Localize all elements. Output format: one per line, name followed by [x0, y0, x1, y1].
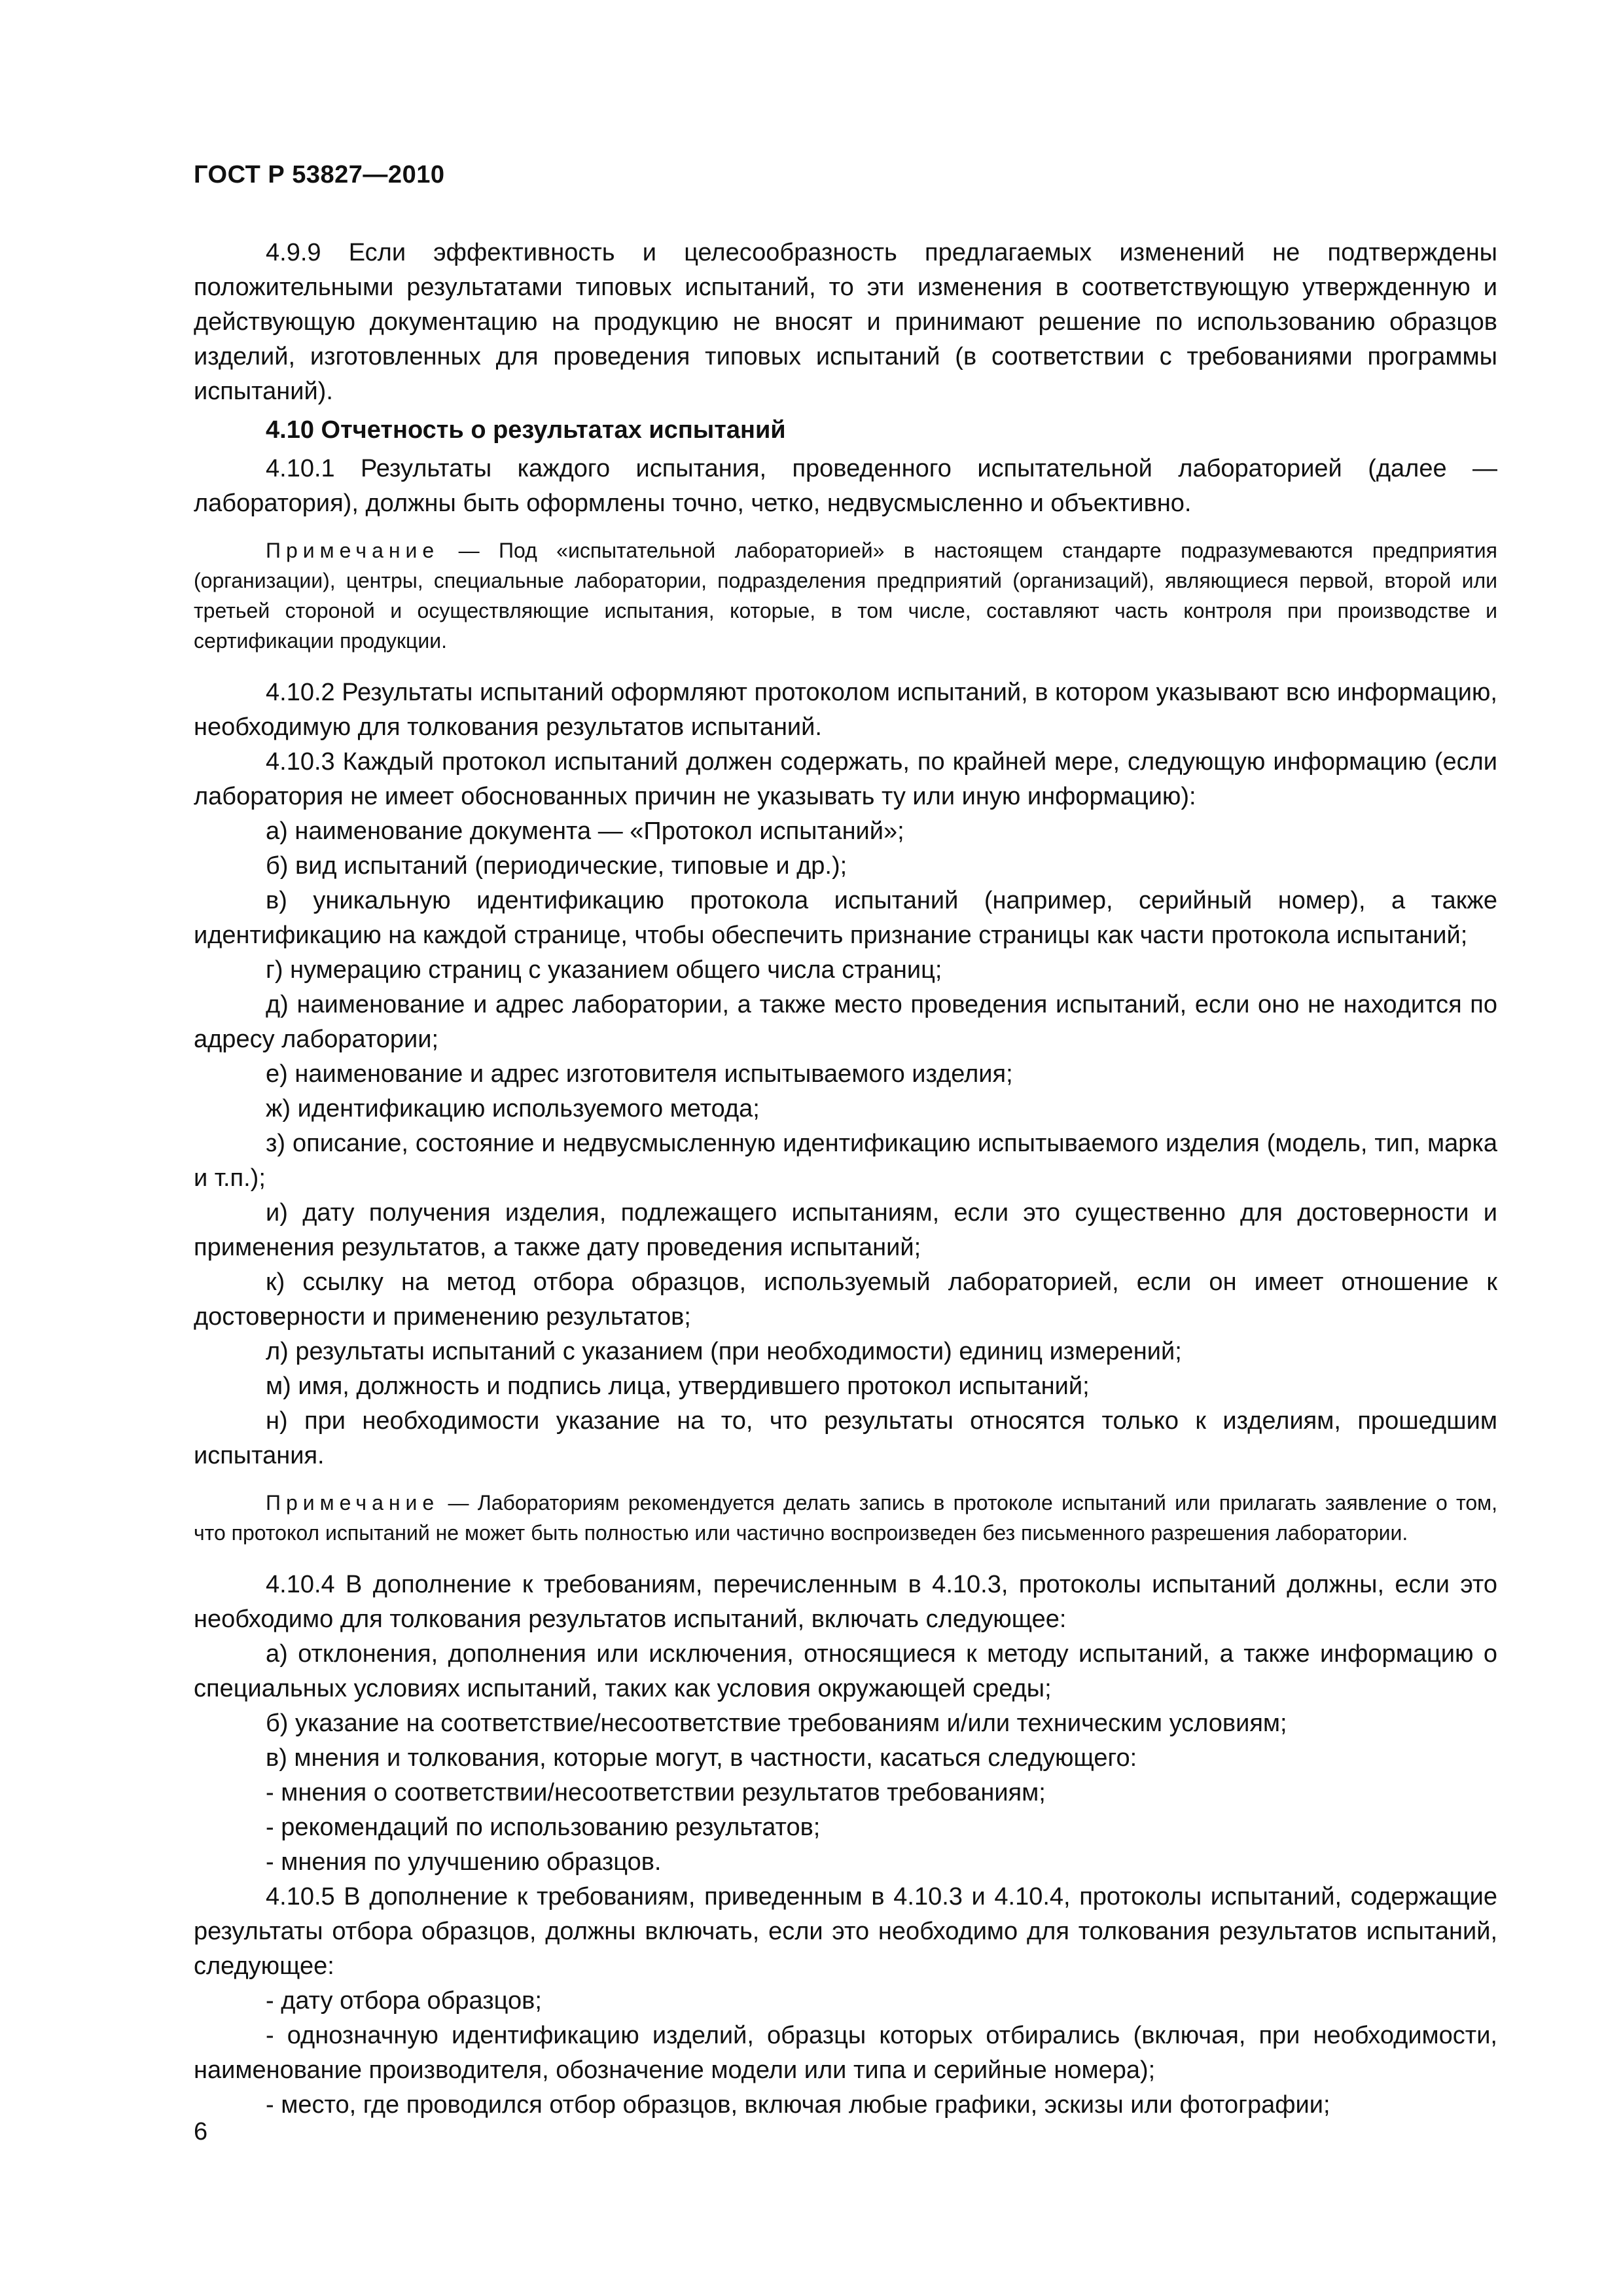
list-item: б) вид испытаний (периодические, типовые и др.);: [266, 852, 847, 880]
list-item: е) наименование и адрес изготовителя испытываемого изделия;: [266, 1060, 1013, 1088]
list-item: б) указание на соответствие/несоответствие требованиям и/или техническим условиям;: [266, 1710, 1287, 1737]
note-2: [194, 1488, 1497, 1548]
paragraph-4-10-3: 4.10.3 Каждый протокол испытаний должен содержать, по крайней мере, следующую информацию (если лаборатория не имеет обоснованных причин не указывать ту или иную информацию):: [194, 748, 1497, 810]
list-item: - рекомендаций по использованию результатов;: [266, 1814, 821, 1841]
list-item: и) дату получения изделия, подлежащего испытаниям, если это существенно для достоверности и применения результатов, а также дату проведения испытаний;: [194, 1199, 1497, 1261]
list-item: а) наименование документа — «Протокол испытаний»;: [266, 817, 904, 845]
list-item: м) имя, должность и подпись лица, утвердившего протокол испытаний;: [266, 1372, 1090, 1400]
note-1: [194, 535, 1497, 656]
page-number: 6: [194, 2118, 208, 2145]
document-header: ГОСТ Р 53827—2010: [194, 161, 445, 188]
list-item: н) при необходимости указание на то, что результаты относятся только к изделиям, прошедшим испытания.: [194, 1407, 1497, 1469]
note-text: — Под «испытательной лабораторией» в настоящем стандарте подразумеваются предприятия (организации), центры, специальные лаборатории, подразделения предприятий (организаций), являющиеся первой, второй или третьей стороной и осуществляющие испытания, которые, в том числе, составляют часть контроля при производстве и сертификации продукции.: [194, 539, 1497, 653]
list-item: к) ссылку на метод отбора образцов, используемый лабораторией, если он имеет отношение к достоверности и применению результатов;: [194, 1268, 1497, 1331]
list-item: ж) идентификацию используемого метода;: [266, 1095, 760, 1122]
list-item: в) уникальную идентификацию протокола испытаний (например, серийный номер), а также идентификацию на каждой странице, чтобы обеспечить признание страницы как части протокола испытаний;: [194, 887, 1497, 949]
list-item: д) наименование и адрес лаборатории, а также место проведения испытаний, если оно не находится по адресу лаборатории;: [194, 991, 1497, 1053]
note-text: — Лабораториям рекомендуется делать запись в протоколе испытаний или прилагать заявление о том, что протокол испытаний не может быть полностью или частично воспроизведен без письменного разрешения лаборатории.: [194, 1491, 1497, 1545]
list-item: г) нумерацию страниц с указанием общего числа страниц;: [266, 956, 942, 984]
note-label: Примечание: [266, 1491, 440, 1515]
list-item: - дату отбора образцов;: [266, 1987, 542, 2015]
list-item: в) мнения и толкования, которые могут, в частности, касаться следующего:: [266, 1744, 1137, 1772]
note-label: Примечание: [266, 539, 440, 562]
list-item: а) отклонения, дополнения или исключения, относящиеся к методу испытаний, а также информацию о специальных условиях испытаний, таких как условия окружающей среды;: [194, 1640, 1497, 1702]
document-body: [194, 236, 1497, 2123]
paragraph-4-10-1: 4.10.1 Результаты каждого испытания, проведенного испытательной лабораторией (далее — лаборатория), должны быть оформлены точно, четко, недвусмысленно и объективно.: [194, 455, 1497, 517]
paragraph-4-10-2: 4.10.2 Результаты испытаний оформляют протоколом испытаний, в котором указывают всю информацию, необходимую для толкования результатов испытаний.: [194, 679, 1497, 741]
list-item: - мнения о соответствии/несоответствии результатов требованиям;: [266, 1779, 1046, 1806]
list-item: - мнения по улучшению образцов.: [266, 1848, 662, 1876]
list-item: - однозначную идентификацию изделий, образцы которых отбирались (включая, при необходимости, наименование производителя, обозначение модели или типа и серийные номера);: [194, 2022, 1497, 2084]
list-item: з) описание, состояние и недвусмысленную идентификацию испытываемого изделия (модель, тип, марка и т.п.);: [194, 1130, 1497, 1192]
paragraph-4-9-9: 4.9.9 Если эффективность и целесообразность предлагаемых изменений не подтверждены положительными результатами типовых испытаний, то эти изменения в соответствующую утвержденную и действующую документацию на продукцию не вносят и принимают решение по использованию образцов изделий, изготовленных для проведения типовых испытаний (в соответствии с требованиями программы испытаний).: [194, 239, 1497, 405]
list-item: л) результаты испытаний с указанием (при необходимости) единиц измерений;: [266, 1338, 1182, 1365]
paragraph-4-10-4: 4.10.4 В дополнение к требованиям, перечисленным в 4.10.3, протоколы испытаний должны, если это необходимо для толкования результатов испытаний, включать следующее:: [194, 1571, 1497, 1633]
section-heading-4-10: 4.10 Отчетность о результатах испытаний: [266, 416, 786, 444]
list-item: - место, где проводился отбор образцов, включая любые графики, эскизы или фотографии;: [266, 2091, 1330, 2119]
paragraph-4-10-5: 4.10.5 В дополнение к требованиям, приведенным в 4.10.3 и 4.10.4, протоколы испытаний, содержащие результаты отбора образцов, должны включать, если это необходимо для толкования результатов испытаний, следующее:: [194, 1883, 1497, 1980]
